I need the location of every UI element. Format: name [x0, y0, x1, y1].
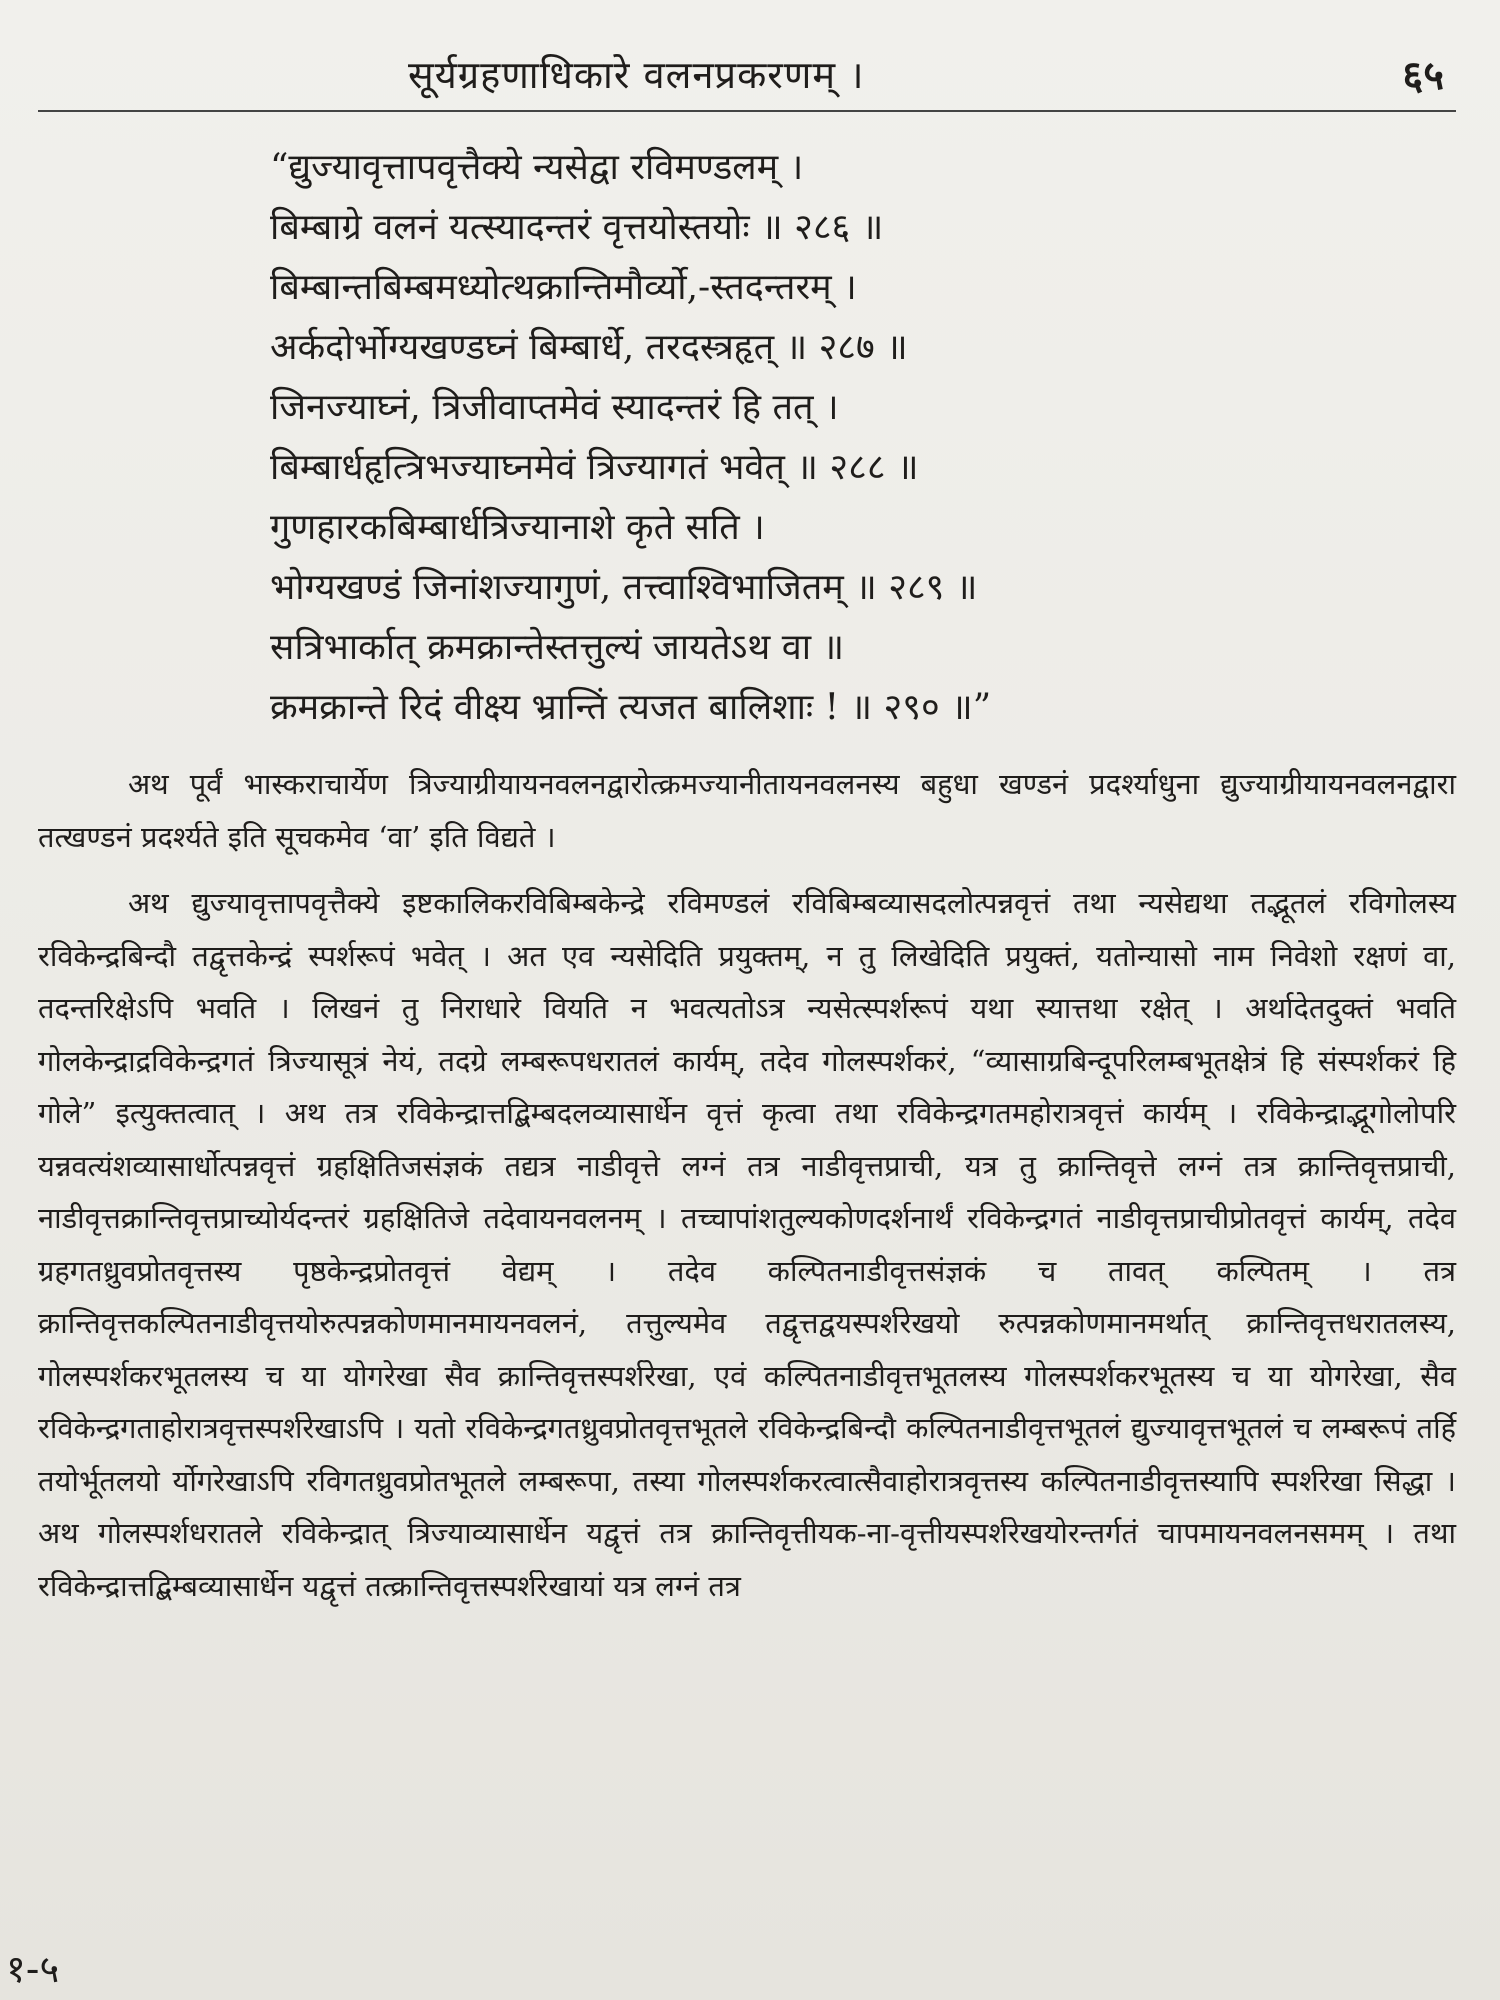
running-head: सूर्यग्रहणाधिकारे वलनप्रकरणम् । — [408, 53, 865, 97]
verse-line: सत्रिभार्कात् क्रमक्रान्तेस्तत्तुल्यं जायतेऽथ वा ॥ — [270, 627, 845, 668]
verse-line: अर्कदोर्भोग्यखण्डघ्नं बिम्बार्धे, तरदस्त्रहृत् ॥ २८७ ॥ — [270, 327, 908, 368]
verse-block — [270, 138, 1456, 738]
verse-line: बिम्बाग्रे वलनं यत्स्यादन्तरं वृत्तयोस्तयोः ॥ २८६ ॥ — [270, 207, 884, 248]
commentary-block — [38, 758, 1456, 1612]
verse-line: “द्युज्यावृत्तापवृत्तैक्ये न्यसेद्वा रविमण्डलम् । — [270, 147, 804, 188]
page-number: ६५ — [1402, 52, 1444, 99]
verse-line: गुणहारकबिम्बार्धत्रिज्यानाशे कृते सति । — [270, 507, 765, 548]
verse-line: जिनज्याघ्नं, त्रिजीवाप्तमेवं स्यादन्तरं हि तत् । — [270, 387, 839, 428]
handwritten-mark: १-५ — [6, 1947, 60, 1991]
verse-line: बिम्बान्तबिम्बमध्योत्थक्रान्तिमौर्व्यो,-स्तदन्तरम् । — [270, 267, 857, 308]
page-header — [38, 40, 1456, 112]
verse-line: भोग्यखण्डं जिनांशज्यागुणं, तत्त्वाश्विभाजितम् ॥ २८९ ॥ — [270, 567, 978, 608]
commentary-paragraph: अथ द्युज्यावृत्तापवृत्तैक्ये इष्टकालिकरविबिम्बकेन्द्रे रविमण्डलं रविबिम्बव्यासदलोत्पन्नवृत्तं तथा न्यसेद्यथा तद्भूतलं रविगोलस्य रविकेन्द्रबिन्दौ तद्वृत्तकेन्द्रं स्पर्शरूपं भवेत् । अत एव न्यसेदिति प्रयुक्तम्, न तु लिखेदिति प्रयुक्तं, यतोन्यासो नाम निवेशो रक्षणं वा, तदन्तरिक्षेऽपि भवति । लिखनं तु निराधारे वियति न भवत्यतोऽत्र न्यसेत्स्पर्शरूपं यथा स्यात्तथा रक्षेत् । अर्थादेतदुक्तं भवति गोलकेन्द्राद्रविकेन्द्रगतं त्रिज्यासूत्रं नेयं, तदग्रे लम्बरूपधरातलं कार्यम्, तदेव गोलस्पर्शकरं, “व्यासाग्रबिन्दूपरिलम्बभूतक्षेत्रं हि संस्पर्शकरं हि गोले” इत्युक्तत्वात् । अथ तत्र रविकेन्द्रात्तद्बिम्बदलव्यासार्धेन वृत्तं कृत्वा तथा रविकेन्द्रगतमहोरात्रवृत्तं कार्यम् । रविकेन्द्राद्भूगोलोपरि यन्नवत्यंशव्यासार्धोत्पन्नवृत्तं ग्रहक्षितिजसंज्ञकं तद्यत्र नाडीवृत्ते लग्नं तत्र नाडीवृत्तप्राची, यत्र तु क्रान्तिवृत्ते लग्नं तत्र क्रान्तिवृत्तप्राची, नाडीवृत्तक्रान्तिवृत्तप्राच्योर्यदन्तरं ग्रहक्षितिजे तदेवायनवलनम् । तच्चापांशतुल्यकोणदर्शनार्थं रविकेन्द्रगतं नाडीवृत्तप्राचीप्रोतवृत्तं कार्यम्, तदेव ग्रहगतध्रुवप्रोतवृत्तस्य पृष्ठकेन्द्रप्रोतवृत्तं वेद्यम् । तदेव कल्पितनाडीवृत्तसंज्ञकं च तावत् कल्पितम् । तत्र क्रान्तिवृत्तकल्पितनाडीवृत्तयोरुत्पन्नकोणमानमायनवलनं, तत्तुल्यमेव तद्वृत्तद्वयस्पर्शरेखयो रुत्पन्नकोणमानमर्थात् क्रान्तिवृत्तधरातलस्य, गोलस्पर्शकरभूतलस्य च या योगरेखा सैव क्रान्तिवृत्तस्पर्शरेखा, एवं कल्पितनाडीवृत्तभूतलस्य गोलस्पर्शकरभूतस्य च या योगरेखा, सैव रविकेन्द्रगताहोरात्रवृत्तस्पर्शरेखाऽपि । यतो रविकेन्द्रगतध्रुवप्रोतवृत्तभूतले रविकेन्द्रबिन्दौ कल्पितनाडीवृत्तभूतलं द्युज्यावृत्तभूतलं च लम्बरूपं तर्हि तयोर्भूतलयो र्योगरेखाऽपि रविगतध्रुवप्रोतभूतले लम्बरूपा, तस्या गोलस्पर्शकरत्वात्सैवाहोरात्रवृत्तस्य कल्पितनाडीवृत्तस्यापि स्पर्शरेखा सिद्धा । अथ गोलस्पर्शधरातले रविकेन्द्रात् त्रिज्याव्यासार्धेन यद्वृत्तं तत्र क्रान्तिवृत्तीयक-ना-वृत्तीयस्पर्शरेखयोरन्तर्गतं चापमायनवलनसमम् । तथा रविकेन्द्रात्तद्बिम्बव्यासार्धेन यद्वृत्तं तत्क्रान्तिवृत्तस्पर्शरेखायां यत्र लग्नं तत्र — [38, 886, 1456, 1603]
verse-line: क्रमक्रान्ते रिदं वीक्ष्य भ्रान्तिं त्यजत बालिशाः ! ॥ २९० ॥” — [270, 687, 992, 728]
verse-line: बिम्बार्धहृत्त्रिभज्याघ्नमेवं त्रिज्यागतं भवेत् ॥ २८८ ॥ — [270, 447, 919, 488]
commentary-paragraph: अथ पूर्वं भास्कराचार्येण त्रिज्याग्रीयायनवलनद्वारोत्क्रमज्यानीतायनवलनस्य बहुधा खण्डनं प्रदर्श्याधुना द्युज्याग्रीयायनवलनद्वारा तत्खण्डनं प्रदर्श्यते इति सूचकमेव ‘वा’ इति विद्यते । — [38, 767, 1456, 854]
